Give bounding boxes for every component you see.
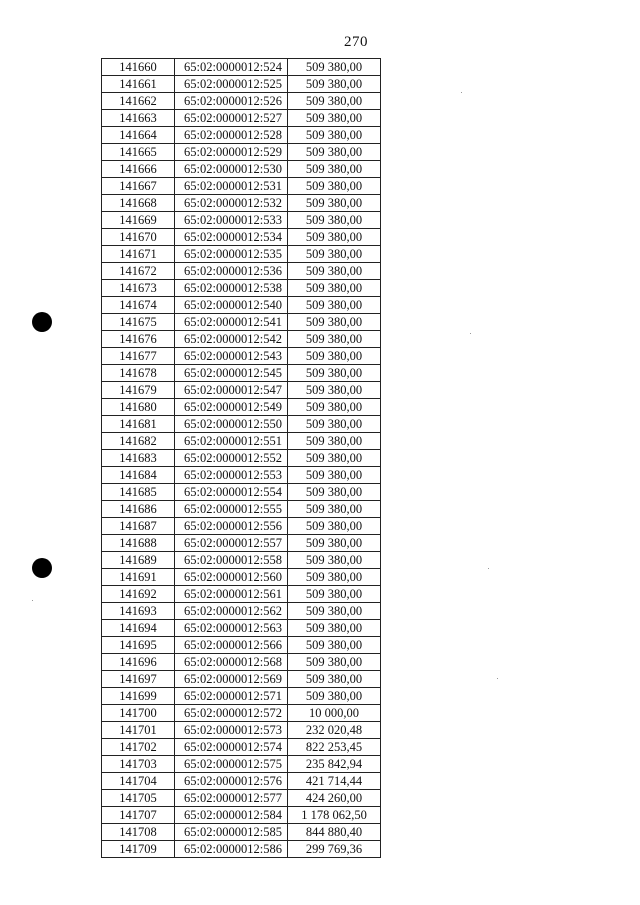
cadastral-number-cell: 65:02:0000012:526 [175,93,288,110]
cadastral-number-cell: 65:02:0000012:540 [175,297,288,314]
record-number-cell: 141687 [102,518,175,535]
cadastral-number-cell: 65:02:0000012:556 [175,518,288,535]
value-cell: 509 380,00 [288,161,381,178]
cadastral-number-cell: 65:02:0000012:586 [175,841,288,858]
record-number-cell: 141691 [102,569,175,586]
cadastral-number-cell: 65:02:0000012:543 [175,348,288,365]
table-row [102,637,381,654]
table-row [102,501,381,518]
record-number-cell: 141699 [102,688,175,705]
record-number-cell: 141669 [102,212,175,229]
table-row [102,739,381,756]
value-cell: 235 842,94 [288,756,381,773]
record-number-cell: 141688 [102,535,175,552]
value-cell: 509 380,00 [288,552,381,569]
value-cell: 421 714,44 [288,773,381,790]
record-number-cell: 141667 [102,178,175,195]
value-cell: 509 380,00 [288,212,381,229]
value-cell: 509 380,00 [288,484,381,501]
table-row [102,382,381,399]
value-cell: 509 380,00 [288,450,381,467]
value-cell: 299 769,36 [288,841,381,858]
table-row [102,127,381,144]
record-number-cell: 141664 [102,127,175,144]
value-cell: 509 380,00 [288,76,381,93]
record-number-cell: 141686 [102,501,175,518]
value-cell: 509 380,00 [288,144,381,161]
record-number-cell: 141705 [102,790,175,807]
table-row [102,314,381,331]
cadastral-number-cell: 65:02:0000012:558 [175,552,288,569]
table-row [102,450,381,467]
cadastral-number-cell: 65:02:0000012:576 [175,773,288,790]
record-number-cell: 141704 [102,773,175,790]
record-number-cell: 141693 [102,603,175,620]
value-cell: 1 178 062,50 [288,807,381,824]
cadastral-number-cell: 65:02:0000012:525 [175,76,288,93]
record-number-cell: 141660 [102,59,175,76]
table-row [102,535,381,552]
cadastral-number-cell: 65:02:0000012:575 [175,756,288,773]
record-number-cell: 141680 [102,399,175,416]
record-number-cell: 141709 [102,841,175,858]
record-number-cell: 141683 [102,450,175,467]
cadastral-number-cell: 65:02:0000012:532 [175,195,288,212]
table-row [102,518,381,535]
value-cell: 509 380,00 [288,654,381,671]
cadastral-number-cell: 65:02:0000012:538 [175,280,288,297]
record-number-cell: 141684 [102,467,175,484]
value-cell: 509 380,00 [288,535,381,552]
record-number-cell: 141668 [102,195,175,212]
value-cell: 509 380,00 [288,603,381,620]
value-cell: 509 380,00 [288,382,381,399]
value-cell: 509 380,00 [288,178,381,195]
value-cell: 509 380,00 [288,416,381,433]
value-cell: 509 380,00 [288,246,381,263]
value-cell: 509 380,00 [288,127,381,144]
table-row [102,586,381,603]
value-cell: 509 380,00 [288,263,381,280]
table-row [102,620,381,637]
cadastral-number-cell: 65:02:0000012:536 [175,263,288,280]
cadastral-number-cell: 65:02:0000012:573 [175,722,288,739]
cadastral-number-cell: 65:02:0000012:574 [175,739,288,756]
record-number-cell: 141677 [102,348,175,365]
cadastral-number-cell: 65:02:0000012:577 [175,790,288,807]
table-row [102,603,381,620]
value-cell: 509 380,00 [288,518,381,535]
value-cell: 509 380,00 [288,365,381,382]
record-number-cell: 141672 [102,263,175,280]
cadastral-number-cell: 65:02:0000012:562 [175,603,288,620]
scan-speck [488,568,489,569]
value-cell: 509 380,00 [288,195,381,212]
record-number-cell: 141674 [102,297,175,314]
cadastral-number-cell: 65:02:0000012:534 [175,229,288,246]
value-cell: 844 880,40 [288,824,381,841]
value-cell: 509 380,00 [288,110,381,127]
cadastral-number-cell: 65:02:0000012:549 [175,399,288,416]
punch-hole-mark [32,312,52,332]
cadastral-number-cell: 65:02:0000012:533 [175,212,288,229]
cadastral-number-cell: 65:02:0000012:557 [175,535,288,552]
value-cell: 232 020,48 [288,722,381,739]
cadastral-number-cell: 65:02:0000012:547 [175,382,288,399]
cadastral-number-cell: 65:02:0000012:552 [175,450,288,467]
table-row [102,229,381,246]
table-row [102,722,381,739]
cadastral-number-cell: 65:02:0000012:545 [175,365,288,382]
value-cell: 509 380,00 [288,620,381,637]
cadastral-number-cell: 65:02:0000012:584 [175,807,288,824]
record-number-cell: 141671 [102,246,175,263]
record-number-cell: 141681 [102,416,175,433]
record-number-cell: 141679 [102,382,175,399]
cadastral-number-cell: 65:02:0000012:568 [175,654,288,671]
cadastral-number-cell: 65:02:0000012:572 [175,705,288,722]
value-cell: 509 380,00 [288,671,381,688]
record-number-cell: 141697 [102,671,175,688]
table-row [102,280,381,297]
cadastral-number-cell: 65:02:0000012:530 [175,161,288,178]
table-row [102,467,381,484]
value-cell: 424 260,00 [288,790,381,807]
table-row [102,790,381,807]
record-number-cell: 141663 [102,110,175,127]
table-row [102,161,381,178]
value-cell: 509 380,00 [288,569,381,586]
record-number-cell: 141670 [102,229,175,246]
table-row [102,569,381,586]
record-number-cell: 141662 [102,93,175,110]
table-row [102,144,381,161]
record-number-cell: 141701 [102,722,175,739]
record-number-cell: 141682 [102,433,175,450]
page-number: 270 [344,34,368,50]
table-row [102,484,381,501]
scan-speck [32,600,33,601]
value-cell: 509 380,00 [288,467,381,484]
cadastral-number-cell: 65:02:0000012:554 [175,484,288,501]
value-cell: 509 380,00 [288,637,381,654]
value-cell: 509 380,00 [288,331,381,348]
scan-speck [461,92,462,93]
record-number-cell: 141673 [102,280,175,297]
record-number-cell: 141689 [102,552,175,569]
value-cell: 509 380,00 [288,93,381,110]
record-number-cell: 141703 [102,756,175,773]
table-row [102,212,381,229]
value-cell: 509 380,00 [288,586,381,603]
table-row [102,76,381,93]
cadastral-number-cell: 65:02:0000012:555 [175,501,288,518]
cadastral-number-cell: 65:02:0000012:566 [175,637,288,654]
cadastral-number-cell: 65:02:0000012:553 [175,467,288,484]
record-number-cell: 141696 [102,654,175,671]
table-row [102,841,381,858]
record-number-cell: 141685 [102,484,175,501]
table-row [102,705,381,722]
cadastral-number-cell: 65:02:0000012:542 [175,331,288,348]
record-number-cell: 141661 [102,76,175,93]
cadastral-number-cell: 65:02:0000012:561 [175,586,288,603]
value-cell: 509 380,00 [288,297,381,314]
cadastral-number-cell: 65:02:0000012:524 [175,59,288,76]
cadastral-number-cell: 65:02:0000012:571 [175,688,288,705]
table-row [102,433,381,450]
table-row [102,178,381,195]
record-number-cell: 141666 [102,161,175,178]
cadastral-number-cell: 65:02:0000012:529 [175,144,288,161]
table-row [102,671,381,688]
table-row [102,654,381,671]
record-number-cell: 141700 [102,705,175,722]
record-number-cell: 141702 [102,739,175,756]
table-row [102,110,381,127]
table-row [102,93,381,110]
scan-speck [470,333,471,334]
table-row [102,246,381,263]
table-row [102,348,381,365]
record-number-cell: 141678 [102,365,175,382]
table-row [102,807,381,824]
cadastral-number-cell: 65:02:0000012:541 [175,314,288,331]
record-number-cell: 141695 [102,637,175,654]
value-cell: 509 380,00 [288,433,381,450]
table-row [102,59,381,76]
value-cell: 822 253,45 [288,739,381,756]
cadastral-number-cell: 65:02:0000012:560 [175,569,288,586]
record-number-cell: 141665 [102,144,175,161]
table-row [102,773,381,790]
record-number-cell: 141707 [102,807,175,824]
table-row [102,297,381,314]
record-number-cell: 141708 [102,824,175,841]
value-cell: 509 380,00 [288,501,381,518]
cadastral-number-cell: 65:02:0000012:528 [175,127,288,144]
cadastral-number-cell: 65:02:0000012:535 [175,246,288,263]
table-row [102,416,381,433]
table-row [102,365,381,382]
cadastral-number-cell: 65:02:0000012:531 [175,178,288,195]
value-cell: 509 380,00 [288,314,381,331]
table-row [102,688,381,705]
record-number-cell: 141694 [102,620,175,637]
table-row [102,331,381,348]
record-number-cell: 141692 [102,586,175,603]
scan-speck [497,678,498,679]
table-row [102,399,381,416]
record-number-cell: 141676 [102,331,175,348]
table-row [102,263,381,280]
value-cell: 509 380,00 [288,399,381,416]
cadastral-number-cell: 65:02:0000012:550 [175,416,288,433]
value-cell: 509 380,00 [288,229,381,246]
cadastral-number-cell: 65:02:0000012:569 [175,671,288,688]
cadastral-number-cell: 65:02:0000012:585 [175,824,288,841]
cadastral-number-cell: 65:02:0000012:527 [175,110,288,127]
cadastral-value-table [101,58,381,858]
value-cell: 509 380,00 [288,348,381,365]
record-number-cell: 141675 [102,314,175,331]
punch-hole-mark [32,558,52,578]
value-cell: 509 380,00 [288,688,381,705]
value-cell: 10 000,00 [288,705,381,722]
value-cell: 509 380,00 [288,280,381,297]
cadastral-number-cell: 65:02:0000012:563 [175,620,288,637]
table-row [102,552,381,569]
value-cell: 509 380,00 [288,59,381,76]
table-row [102,195,381,212]
cadastral-number-cell: 65:02:0000012:551 [175,433,288,450]
table-row [102,756,381,773]
table-row [102,824,381,841]
table-body [102,59,381,858]
